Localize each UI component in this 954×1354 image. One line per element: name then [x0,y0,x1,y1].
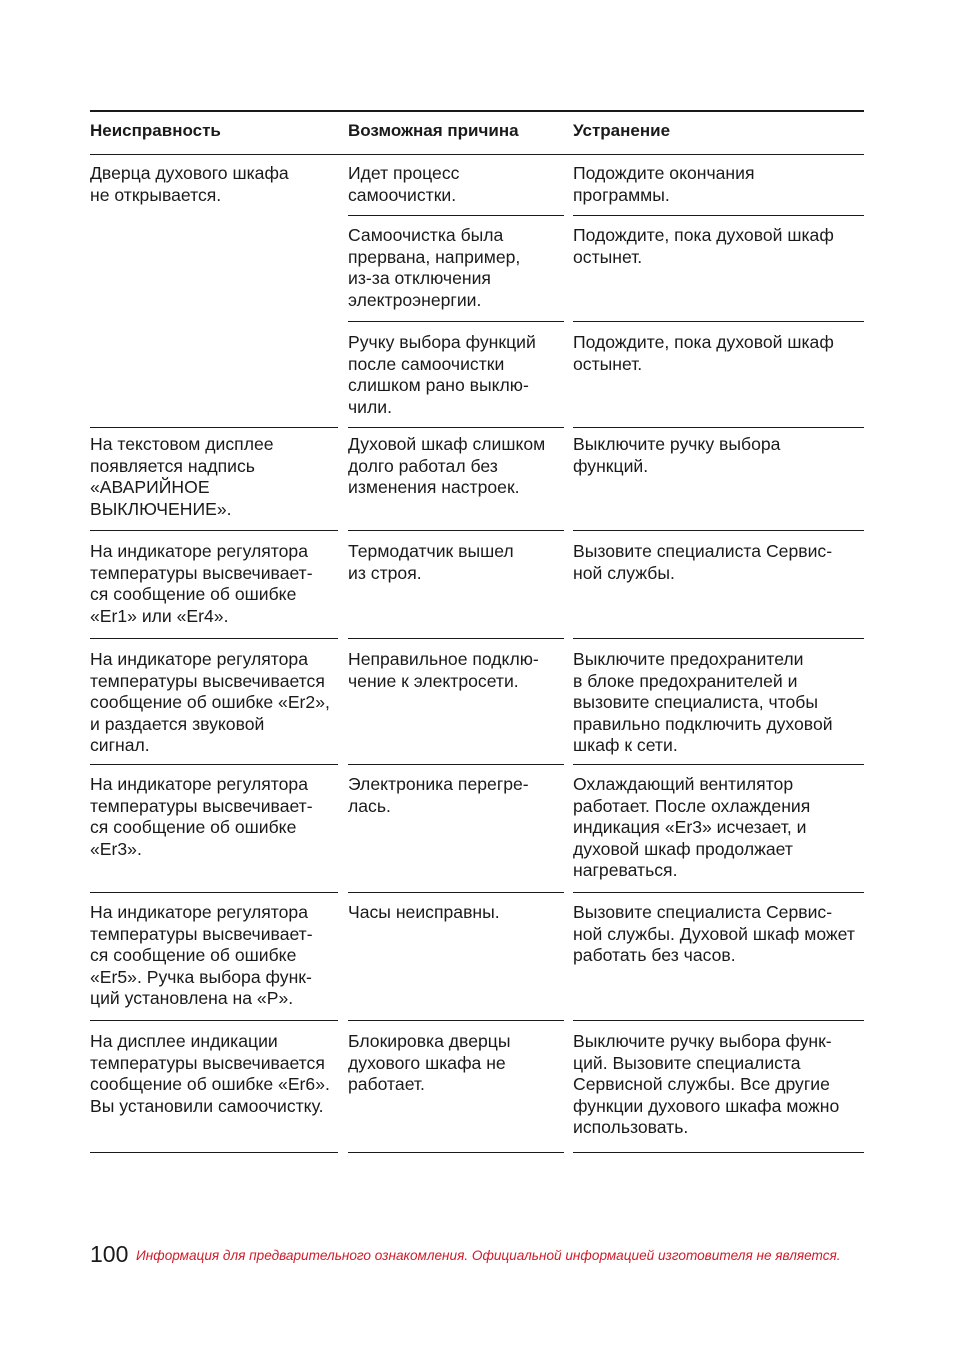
row-separator [348,638,564,639]
row-separator [90,638,338,639]
footer-disclaimer: Информация для предварительного ознакомления. Официальной информацией изготовителя не является. [136,1248,841,1263]
cause-cell: Идет процесс самоочистки. [348,163,460,205]
cause-cell: Часы неисправны. [348,902,500,922]
table-header-rule [90,154,864,155]
row-separator [573,530,864,531]
row-separator [348,892,564,893]
row-separator [90,530,338,531]
row-separator [573,427,864,428]
cause-cell: Термодатчик вышел из строя. [348,541,514,583]
fault-cell: Дверца духового шкафа не открывается. [90,163,289,205]
row-separator [573,638,864,639]
header-remedy: Устранение [573,121,671,140]
header-fault: Неисправность [90,121,221,140]
cause-cell: Неправильное подклю- чение к электросети. [348,649,539,691]
remedy-cell: Охлаждающий вентилятор работает. После охлаждения индикация «Er3» исчезает, и духовой шкаф продолжает нагреваться. [573,774,811,880]
row-separator [573,892,864,893]
row-separator [90,892,338,893]
row-separator [573,1152,864,1153]
header-cause: Возможная причина [348,121,519,140]
row-separator [348,530,564,531]
remedy-cell: Выключите ручку выбора функ- ций. Вызовите специалиста Сервисной службы. Все другие функции духового шкафа можно использовать. [573,1031,840,1137]
row-separator [90,427,338,428]
remedy-cell: Выключите предохранители в блоке предохранителей и вызовите специалиста, чтобы правильно подключить духовой шкаф к сети. [573,649,833,755]
row-separator [90,1020,338,1021]
row-separator [348,1152,564,1153]
fault-cell: На дисплее индикации температуры высвечивается сообщение об ошибке «Er6». Вы установили самоочистку. [90,1031,330,1116]
page-number: 100 [90,1241,129,1267]
row-separator [348,1020,564,1021]
row-separator [573,1020,864,1021]
cause-cell: Ручку выбора функций после самоочистки слишком рано выклю- чили. [348,332,536,417]
row-separator [573,321,864,322]
fault-cell: На текстовом дисплее появляется надпись «АВАРИЙНОЕ ВЫКЛЮЧЕНИЕ». [90,434,274,519]
fault-cell: На индикаторе регулятора температуры высвечивает- ся сообщение об ошибке «Er3». [90,774,313,859]
remedy-cell: Вызовите специалиста Сервис- ной службы. Духовой шкаф может работать без часов. [573,902,855,965]
row-separator [348,321,564,322]
row-separator [90,764,338,765]
row-separator [348,427,564,428]
row-separator [573,764,864,765]
fault-cell: На индикаторе регулятора температуры высвечивает- ся сообщение об ошибке «Er5». Ручка выбора функ- ций установлена на «P». [90,902,313,1008]
table-top-rule [90,110,864,112]
cause-cell: Самоочистка была прервана, например, из-за отключения электроэнергии. [348,225,521,310]
cause-cell: Блокировка дверцы духового шкафа не работает. [348,1031,511,1094]
fault-cell: На индикаторе регулятора температуры высвечивается сообщение об ошибке «Er2», и раздается звуковой сигнал. [90,649,330,755]
remedy-cell: Вызовите специалиста Сервис- ной службы. [573,541,833,583]
remedy-cell: Подождите окончания программы. [573,163,755,205]
cause-cell: Электроника перегре- лась. [348,774,529,816]
remedy-cell: Выключите ручку выбора функций. [573,434,781,476]
fault-cell: На индикаторе регулятора температуры высвечивает- ся сообщение об ошибке «Er1» или «Er4». [90,541,313,626]
cause-cell: Духовой шкаф слишком долго работал без изменения настроек. [348,434,546,497]
row-separator [90,1152,338,1153]
remedy-cell: Подождите, пока духовой шкаф остынет. [573,332,834,374]
remedy-cell: Подождите, пока духовой шкаф остынет. [573,225,834,267]
row-separator [573,215,864,216]
row-separator [348,764,564,765]
row-separator [348,215,564,216]
